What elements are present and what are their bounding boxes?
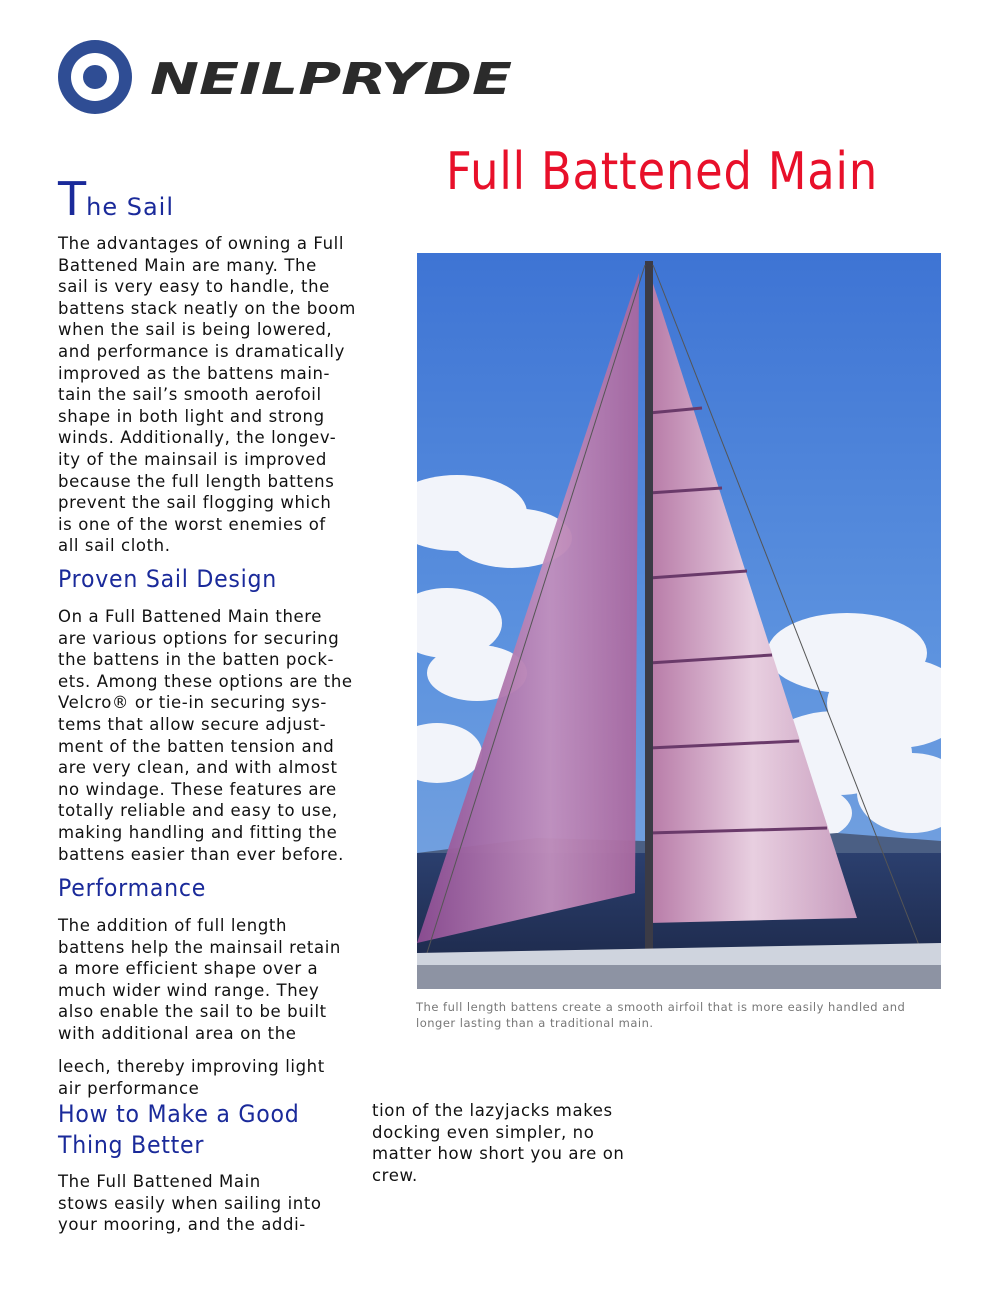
paragraph-the-sail: The advantages of owning a Full Battened Main are many. The sail is very easy to handle, the battens stack neatly on the boom when the sail is being lowered, and performance is dramatically improved as the battens main- tain the sail’s smooth aerofoil shape in both light and strong winds. Additionally, the longev- ity of the mainsail is improved because the full length battens prevent the sail flogging which is one of the worst enemies of all sail cloth. [58,234,356,556]
sailboat-photo [417,253,941,989]
neilpryde-logo [58,40,528,120]
heading-how-to-make-a-good-thing-better: How to Make a Good Thing Better [58,1100,300,1159]
heading-proven-sail-design: Proven Sail Design [58,565,278,593]
paragraph-thing-better-continued: tion of the lazyjacks makes docking even simpler, no matter how short you are on crew. [372,1101,625,1185]
photo-caption: The full length battens create a smooth airfoil that is more easily handled and longer lasting than a traditional main. [416,1000,906,1030]
heading-the-sail: The Sail [58,172,174,226]
mast [645,261,653,961]
heading-performance: Performance [58,874,207,902]
page-title: Full Battened Main [446,142,879,202]
paragraph-performance-continued: leech, thereby improving light air performance [58,1057,325,1098]
paragraph-proven-sail-design: On a Full Battened Main there are various options for securing the battens in the batten pock- ets. Among these options are the Velcro® or tie-in securing sys- tems that allow secure adjust- ment of the batten tension and are very clean, and with almost no windage. These features are totally reliable and easy to use, making handling and fitting the battens easier than ever before. [58,607,353,864]
paragraph-performance: The addition of full length battens help the mainsail retain a more efficient shape over a much wider wind range. They also enable the sail to be built with additional area on the [58,916,341,1043]
paragraph-thing-better: The Full Battened Main stows easily when sailing into your mooring, and the addi- [58,1172,322,1235]
logo-wordmark: NEILPRYDE [150,54,512,105]
